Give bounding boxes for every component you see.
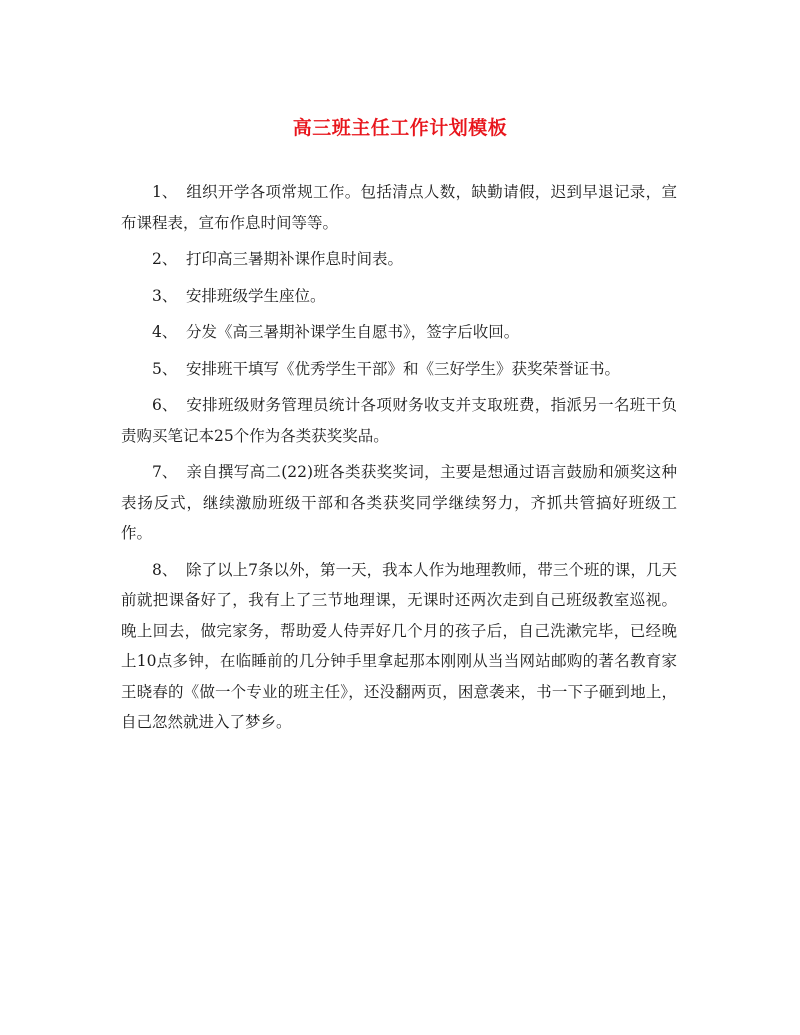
item-text: 打印高三暑期补课作息时间表。 <box>186 250 404 268</box>
item-number: 4、 <box>152 323 178 341</box>
list-item <box>121 317 677 348</box>
item-text: 亲自撰写高二(22)班各类获奖奖词，主要是想通过语言鼓励和颁奖这种表扬反式，继续激励班级干部和各类获奖同学继续努力，齐抓共管搞好班级工作。 <box>121 463 677 542</box>
document-title: 高三班主任工作计划模板 <box>292 117 508 139</box>
item-number: 2、 <box>152 250 178 268</box>
document-body <box>121 177 677 744</box>
item-text: 分发《高三暑期补课学生自愿书》，签字后收回。 <box>186 323 520 341</box>
item-text: 组织开学各项常规工作。包括清点人数，缺勤请假，迟到早退记录，宣布课程表，宣布作息时间等等。 <box>121 183 677 232</box>
list-item <box>121 177 677 238</box>
item-number: 7、 <box>152 463 178 481</box>
list-item <box>121 390 677 451</box>
list-item <box>121 457 677 549</box>
item-number: 6、 <box>152 396 178 414</box>
item-number: 1、 <box>152 183 178 201</box>
item-text: 安排班级学生座位。 <box>186 286 326 305</box>
list-item <box>121 281 677 312</box>
item-text: 安排班干填写《优秀学生干部》和《三好学生》获奖荣誉证书。 <box>186 359 621 378</box>
list-item <box>121 555 677 738</box>
list-item <box>121 244 677 275</box>
item-text: 除了以上7条以外，第一天，我本人作为地理教师，带三个班的课，几天前就把课备好了，我有上了三节地理课，无课时还两次走到自己班级教室巡视。晚上回去，做完家务，帮助爱人侍弄好几个月的孩子后，自己洗漱完毕，已经晚上10点多钟，在临睡前的几分钟手里拿起那本刚刚从当当网站邮购的著名教育家王晓春的《做一个专业的班主任》，还没翻两页，困意袭来，书一下子砸到地上，自己忽然就进入了梦乡。 <box>121 560 677 731</box>
item-text: 安排班级财务管理员统计各项财务收支并支取班费，指派另一名班干负责购买笔记本25个作为各类获奖奖品。 <box>121 396 677 445</box>
item-number: 3、 <box>152 286 178 305</box>
list-item <box>121 354 677 385</box>
item-number: 5、 <box>152 359 178 378</box>
item-number: 8、 <box>152 560 178 579</box>
